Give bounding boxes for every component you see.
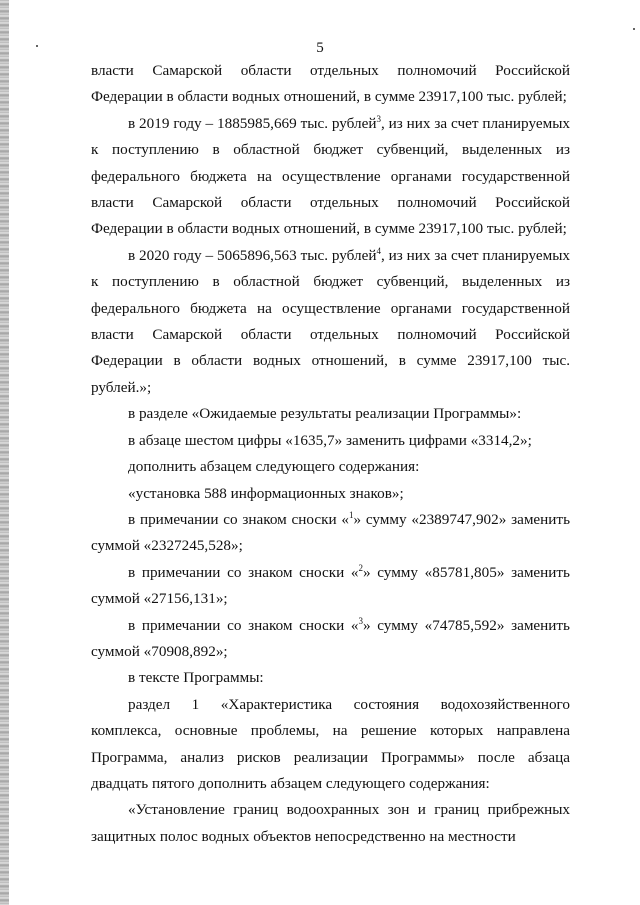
paragraph: в примечании со знаком сноски «$^3$» сумму «74785,592» заменить суммой «70908,892»; (91, 615, 570, 660)
paragraph: власти Самарской области отдельных полномочий Российской Федерации в области водных отношений, в сумме 23917,100 тыс. рублей; (91, 62, 570, 106)
paragraph: в абзаце шестом цифры «1635,7» заменить цифрами «3314,2»; (128, 431, 532, 449)
paragraph: «Установление границ водоохранных зон и границ прибрежных защитных полос водных объектов непосредственно на местности (91, 801, 570, 845)
paragraph: в 2020 году – 5065896,563 тыс. рублей$^4$, из них за счет планируемых к поступлению в областной бюджет субвенций, выделенных из федерального бюджета на осуществление органами государственной власти Самарской области отдельных полномочий Российской Федерации в области водных отношений, в сумме 23917,100 тыс. рублей.»; (91, 245, 570, 396)
footnote-marker: 4 (376, 245, 381, 256)
paragraph: в примечании со знаком сноски «$^2$» сумму «85781,805» заменить суммой «27156,131»; (91, 562, 570, 608)
paragraph: дополнить абзацем следующего содержания: (128, 458, 420, 476)
footnote-marker: 3 (358, 615, 363, 626)
scan-speck (633, 28, 635, 30)
page-number: 5 (316, 40, 324, 56)
scan-border (0, 0, 9, 905)
paragraph: в разделе «Ожидаемые результаты реализации Программы»: (128, 405, 522, 423)
footnote-marker: 2 (358, 562, 363, 573)
document-body (91, 58, 570, 850)
footnote-marker: 1 (349, 509, 354, 520)
footnote-marker: 3 (376, 113, 381, 124)
paragraph: в примечании со знаком сноски «$^1$» сумму «2389747,902» заменить суммой «2327245,528»; (91, 509, 570, 555)
paragraph: «установка 588 информационных знаков»; (128, 484, 404, 502)
paragraph: в 2019 году – 1885985,669 тыс. рублей$^3$, из них за счет планируемых к поступлению в областной бюджет субвенций, выделенных из федерального бюджета на осуществление органами государственной власти Самарской области отдельных полномочий Российской Федерации в области водных отношений, в сумме 23917,100 тыс. рублей; (91, 113, 570, 238)
paragraph: в тексте Программы: (128, 669, 264, 687)
paragraph: раздел 1 «Характеристика состояния водохозяйственного комплекса, основные проблемы, на решение которых направлена Программа, анализ рисков реализации Программы» после абзаца двадцать пятого дополнить абзацем следующего содержания: (91, 695, 570, 792)
